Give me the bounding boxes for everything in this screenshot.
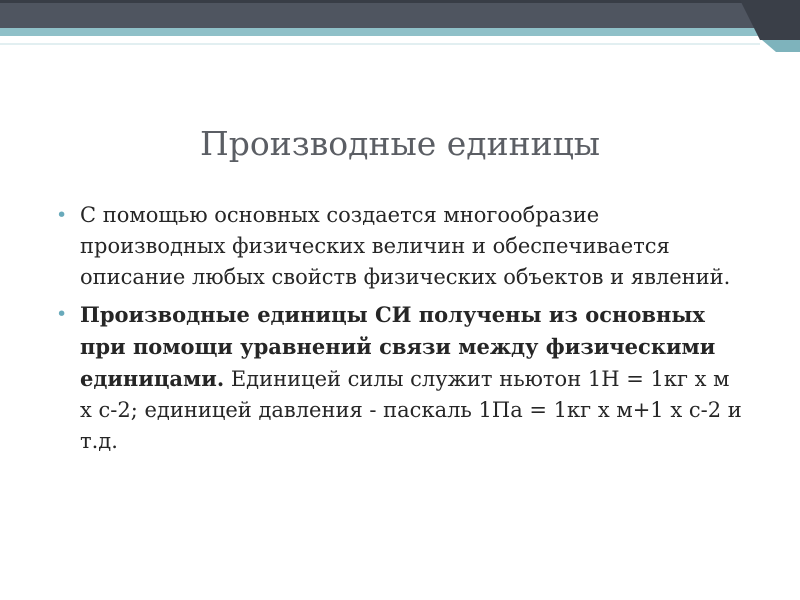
- bullet-icon: •: [56, 204, 68, 226]
- header-right-teal: [762, 40, 800, 52]
- header-dark-band: [0, 0, 800, 28]
- header-top-accent: [0, 0, 800, 3]
- bullet-item-1: [48, 200, 748, 293]
- bullet-list: [48, 200, 748, 463]
- bullet-text: С помощью основных создается многообразие производных физических величин и обеспечивается описание любых свойств физических объектов и явлений.: [80, 203, 731, 289]
- slide-title: Производные единицы: [199, 124, 601, 163]
- bullet-item-2: [48, 299, 748, 457]
- header-decoration: [0, 0, 800, 56]
- bullet-text: Единицей силы служит ньютон 1Н = 1кг х м х с-2; единицей давления - паскаль 1Па = 1кг х м+1 х с-2 и т.д.: [80, 367, 742, 453]
- bullet-bold-text: Производные единицы СИ получены из основных при помощи уравнений связи между физическими единицами.: [80, 302, 716, 391]
- header-teal-band: [0, 28, 800, 36]
- bullet-icon: •: [56, 303, 68, 325]
